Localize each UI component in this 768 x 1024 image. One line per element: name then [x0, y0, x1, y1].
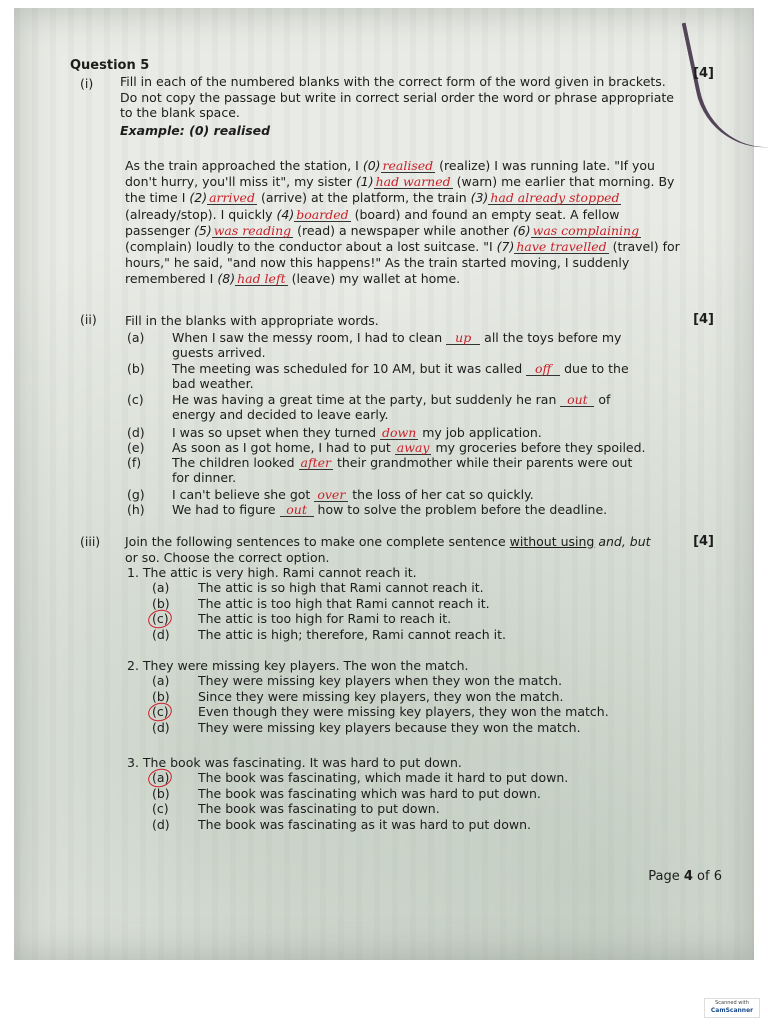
item-text — [172, 441, 652, 456]
page-label: Page — [648, 869, 684, 884]
blank-number: (1) — [355, 174, 374, 190]
item-pre: As soon as I got home, I had to put — [172, 440, 395, 455]
mcq-prompt: 3. The book was fascinating. It was hard to put down. — [127, 755, 462, 770]
item-answer: down — [381, 425, 417, 440]
blank-number: (2) — [189, 190, 208, 206]
option-text: They were missing key players because they won the match. — [198, 719, 581, 735]
option-label: (c) — [152, 612, 198, 626]
watermark-line1: Scanned with — [715, 1000, 749, 1006]
section-2-instruction: Fill in the blanks with appropriate words. — [125, 313, 379, 328]
option-label: (a) — [152, 580, 170, 595]
fill-item — [127, 331, 657, 360]
item-answer: over — [314, 489, 348, 502]
mcq-option — [152, 818, 531, 832]
fill-item — [127, 456, 657, 485]
page-total: of 6 — [692, 869, 722, 884]
item-pre: He was having a great time at the party, but suddenly he ran — [172, 392, 561, 407]
item-answer: out — [560, 394, 594, 407]
option-text: The attic is so high that Rami cannot reach it. — [198, 580, 484, 595]
item-text — [172, 331, 652, 360]
section-3-marks: [4] — [693, 534, 714, 549]
item-pre: The meeting was scheduled for 10 AM, but it was called — [172, 361, 527, 376]
option-text: Since they were missing key players, they won the match. — [198, 688, 564, 704]
section-2-number: (ii) — [80, 312, 97, 327]
item-answer: up — [446, 332, 480, 345]
mcq-option — [152, 690, 563, 704]
answer-blank-8: had left — [237, 271, 286, 287]
item-answer: away — [396, 440, 430, 455]
item-post: all the toys before my guests arrived. — [172, 330, 622, 360]
section-1-marks: [4] — [693, 66, 714, 81]
instruction-underlined: without using — [509, 534, 595, 549]
mcq-prompt: 2. They were missing key players. The won the match. — [127, 658, 469, 673]
mcq-option — [152, 628, 506, 642]
passage-text: (warn) me earlier that morning. By the time I — [125, 174, 675, 206]
blank-number: (5) — [193, 222, 212, 238]
option-text: The book was fascinating to put down. — [198, 801, 440, 816]
blank-number: (6) — [512, 222, 531, 238]
passage-text: (complain) loudly to the conductor about a lost suitcase. "I — [125, 239, 497, 255]
item-post: of energy and decided to leave early. — [172, 392, 611, 422]
item-answer: off — [526, 363, 560, 376]
item-label: (g) — [127, 487, 145, 502]
item-text — [172, 503, 652, 518]
item-text — [172, 488, 652, 503]
instruction-text: Join the following sentences to make one complete sentence — [125, 534, 510, 549]
binder-cord — [682, 8, 768, 160]
option-label: (b) — [152, 595, 170, 611]
mcq-option — [152, 787, 541, 801]
blank-number: (0) — [362, 158, 381, 173]
item-text — [172, 362, 652, 391]
mcq-option — [152, 581, 484, 595]
mcq-option — [152, 674, 562, 688]
option-label: (a) — [152, 673, 170, 688]
answer-blank-3: had already stopped — [490, 190, 620, 206]
mcq-option — [152, 802, 440, 816]
passage-text: (already/stop). I quickly — [125, 206, 277, 222]
page-current: 4 — [683, 869, 693, 884]
answer-blank-7: have travelled — [516, 239, 607, 255]
blank-number: (3) — [470, 190, 489, 206]
item-pre: The children looked — [172, 455, 299, 470]
page-number — [648, 869, 722, 884]
option-label: (d) — [152, 719, 170, 735]
fill-item — [127, 362, 657, 391]
item-label: (b) — [127, 361, 145, 376]
option-text: They were missing key players when they won the match. — [198, 673, 563, 688]
blank-number: (4) — [276, 206, 295, 222]
section-3-instruction — [125, 534, 685, 565]
section-1-instruction-text: Fill in each of the numbered blanks with the correct form of the word given in brackets. Do not copy the passage but write in correct serial order the word or phrase appropriate to the blank space. — [120, 74, 674, 120]
item-post: how to solve the problem before the deadline. — [313, 502, 608, 517]
option-label: (c) — [152, 705, 198, 719]
passage-text: As the train approached the station, I — [125, 158, 363, 173]
answer-blank-2: arrived — [209, 190, 255, 206]
section-3-number: (iii) — [80, 534, 101, 549]
example-line: Example: (0) realised — [120, 122, 271, 138]
passage-text: (travel) for hours," he said, "and now this happens!" As the train started moving, I suddenly remembered I — [125, 239, 680, 287]
item-pre: I can't believe she got — [172, 487, 315, 502]
instruction-text: or so. Choose the correct option. — [125, 549, 330, 565]
item-post: due to the bad weather. — [172, 361, 629, 391]
mcq-option — [152, 721, 581, 735]
fill-item — [127, 426, 657, 441]
item-text — [172, 426, 652, 441]
mcq-option — [152, 771, 568, 785]
item-post: my job application. — [418, 425, 542, 440]
item-label: (c) — [127, 392, 144, 407]
option-label: (c) — [152, 801, 169, 816]
instruction-italic: and, but — [594, 534, 651, 549]
option-text: The attic is too high for Rami to reach it. — [198, 611, 452, 626]
item-post: the loss of her cat so quickly. — [348, 487, 534, 502]
mcq-option — [152, 705, 609, 719]
passage-text: (arrive) at the platform, the train — [256, 190, 471, 206]
item-text — [172, 456, 652, 485]
passage — [125, 158, 685, 288]
mcq-option — [152, 612, 451, 626]
option-text: Even though they were missing key players, they won the match. — [198, 704, 609, 719]
item-label: (f) — [127, 455, 142, 470]
question-title: Question 5 — [70, 58, 150, 73]
item-post: their grandmother while their parents were out for dinner. — [172, 455, 633, 485]
answer-blank-0: realised — [382, 158, 434, 173]
passage-text: (leave) my wallet at home. — [287, 271, 461, 287]
section-1-instructions — [120, 74, 680, 138]
option-label: (d) — [152, 816, 170, 832]
passage-text: (read) a newspaper while another — [293, 222, 513, 238]
answer-blank-1: had warned — [375, 174, 451, 190]
option-text: The book was fascinating which was hard to put down. — [198, 785, 541, 801]
item-answer: out — [280, 504, 314, 517]
answer-blank-6: was complaining — [532, 222, 640, 238]
item-label: (e) — [127, 440, 145, 455]
fill-item — [127, 488, 657, 503]
option-text: The book was fascinating, which made it hard to put down. — [198, 770, 569, 785]
item-label: (d) — [127, 425, 145, 440]
section-1-number: (i) — [80, 76, 94, 91]
option-text: The attic is too high that Rami cannot reach it. — [198, 595, 490, 611]
passage-text: (realize) I was running late. "If you don't hurry, you'll miss it", my sister — [125, 158, 655, 190]
option-label: (a) — [152, 771, 198, 785]
blank-number: (7) — [496, 239, 515, 255]
option-label: (b) — [152, 785, 170, 801]
option-text: The attic is high; therefore, Rami cannot reach it. — [198, 626, 506, 642]
answer-blank-5: was reading — [213, 222, 292, 238]
option-text: The book was fascinating as it was hard to put down. — [198, 816, 531, 832]
fill-item — [127, 503, 657, 518]
option-label: (d) — [152, 626, 170, 642]
mcq-option — [152, 597, 490, 611]
passage-text: (board) and found an empty seat. A fellow passenger — [125, 206, 620, 238]
option-label: (b) — [152, 688, 170, 704]
blank-number: (8) — [217, 271, 236, 287]
item-label: (h) — [127, 502, 145, 517]
item-label: (a) — [127, 330, 145, 345]
fill-item — [127, 393, 657, 422]
item-text — [172, 393, 652, 422]
watermark-line2: CamScanner — [710, 1007, 754, 1014]
item-pre: We had to figure — [172, 502, 280, 517]
mcq-prompt: 1. The attic is very high. Rami cannot reach it. — [127, 565, 417, 580]
item-answer: after — [300, 455, 331, 470]
section-2-marks: [4] — [693, 312, 714, 327]
item-pre: When I saw the messy room, I had to clean — [172, 330, 447, 345]
fill-item — [127, 441, 657, 456]
item-pre: I was so upset when they turned — [172, 425, 380, 440]
item-post: my groceries before they spoiled. — [431, 440, 646, 455]
scanner-watermark — [704, 998, 760, 1018]
answer-blank-4: boarded — [296, 206, 349, 222]
